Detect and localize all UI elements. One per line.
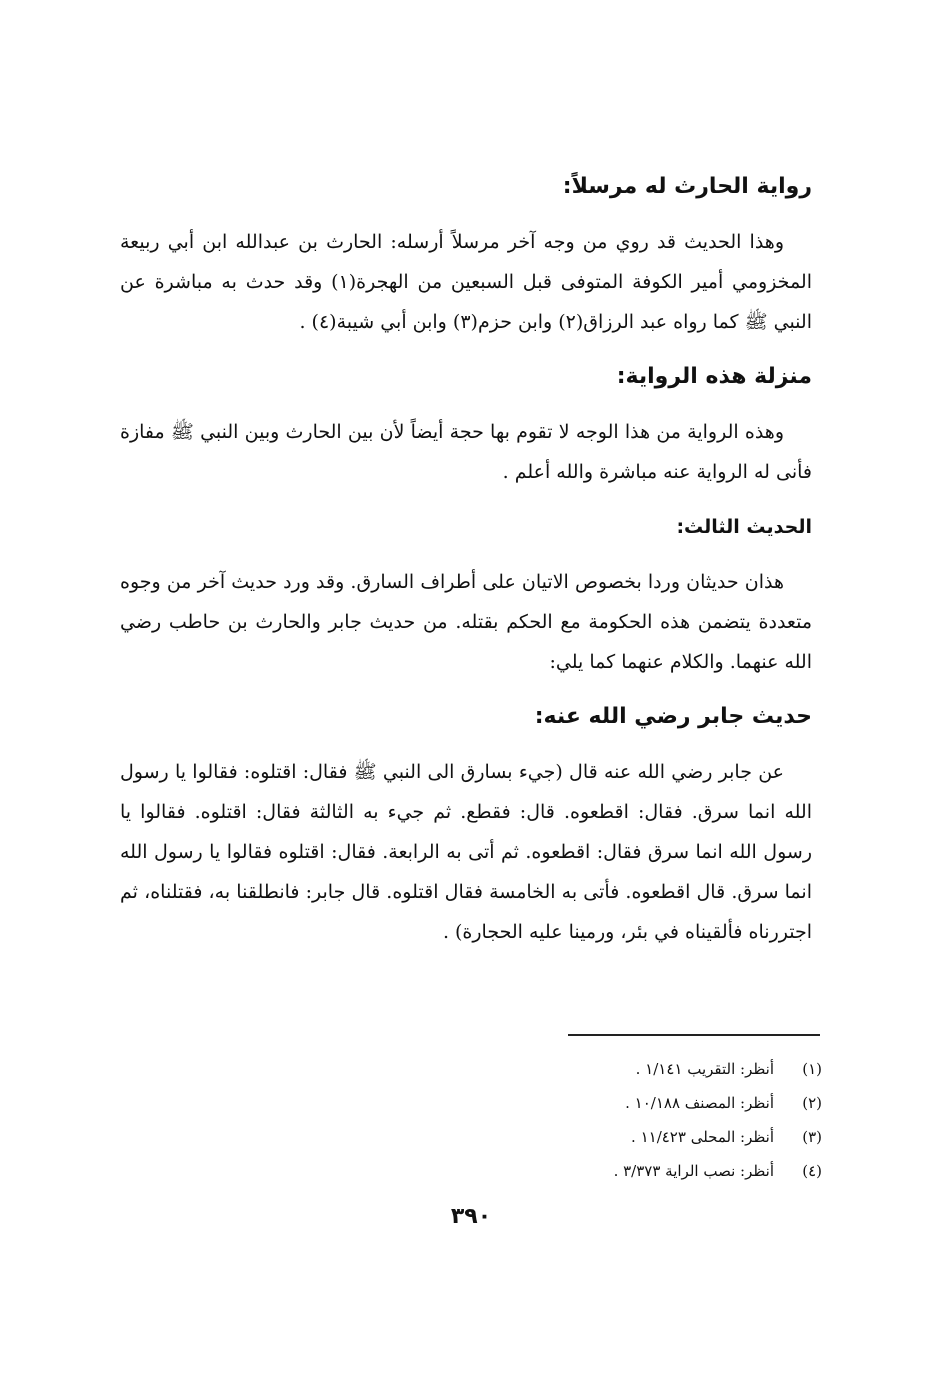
section-heading-narration-status: منزلة هذه الرواية: <box>616 364 812 389</box>
footnote-item <box>422 1154 822 1188</box>
footnote-number: (٢) <box>802 1094 822 1112</box>
footnote-text: أنظر: نصب الراية ٣/٣٧٣ . <box>613 1162 774 1180</box>
footnotes <box>422 1052 822 1188</box>
footnote-number: (٣) <box>802 1128 822 1146</box>
footnote-text: أنظر: التقريب ١/١٤١ . <box>635 1060 774 1078</box>
section-heading-harith-mursal: رواية الحارث له مرسلاً: <box>562 174 812 199</box>
footnote-text: أنظر: المصنف ١٠/١٨٨ . <box>625 1094 774 1112</box>
footnote-number: (١) <box>802 1060 822 1078</box>
paragraph-jabir-hadith: عن جابر رضي الله عنه قال (جيء بسارق الى النبي ﷺ فقال: اقتلوه: فقالوا يا رسول الله انما سرق. فقال: اقطعوه. قال: فقطع. ثم جيء به الثالثة فقال: اقتلوه. فقالوا يا رسول الله انما سرق فقال: اقطعوه. ثم أتى به الرابعة. فقال: اقتلوه فقالوا يا رسول الله انما سرق. قال اقطعوه. فأتى به الخامسة فقال اقتلوه. قال جابر: فانطلقنا به، فقتلناه، ثم اجتررناه فألقيناه في بئر، ورمينا عليه الحجارة) . <box>120 761 812 943</box>
footnote-number: (٤) <box>802 1162 822 1180</box>
footnote-text: أنظر: المحلى ١١/٤٢٣ . <box>631 1128 774 1146</box>
paragraph-narration-status: وهذه الرواية من هذا الوجه لا تقوم بها حجة أيضاً لأن بين الحارث وبين النبي ﷺ مفازة فأنى له الرواية عنه مباشرة والله أعلم . <box>120 421 812 483</box>
page-body <box>120 170 812 966</box>
paragraph-harith-mursal: وهذا الحديث قد روي من وجه آخر مرسلاً أرسله: الحارث بن عبدالله ابن أبي ربيعة المخزومي أمير الكوفة المتوفى قبل السبعين من الهجرة(١) وقد حدث به مباشرة عن النبي ﷺ كما رواه عبد الرزاق(٢) وابن حزم(٣) وابن أبي شيبة(٤) . <box>120 231 812 333</box>
footnote-item <box>422 1052 822 1086</box>
footnote-item <box>422 1120 822 1154</box>
footnote-divider <box>568 1034 820 1036</box>
section-heading-jabir-hadith: حديث جابر رضي الله عنه: <box>534 704 812 729</box>
page-number: ٣٩٠ <box>450 1204 492 1229</box>
paragraph-third-hadith: هذان حديثان وردا بخصوص الاتيان على أطراف السارق. وقد ورد حديث آخر من وجوه متعددة يتضمن هذه الحكومة مع الحكم بقتله. من حديث جابر والحارث بن حاطب رضي الله عنهما. والكلام عنهما كما يلي: <box>120 571 812 673</box>
footnote-item <box>422 1086 822 1120</box>
section-heading-third-hadith: الحديث الثالث: <box>676 516 812 538</box>
